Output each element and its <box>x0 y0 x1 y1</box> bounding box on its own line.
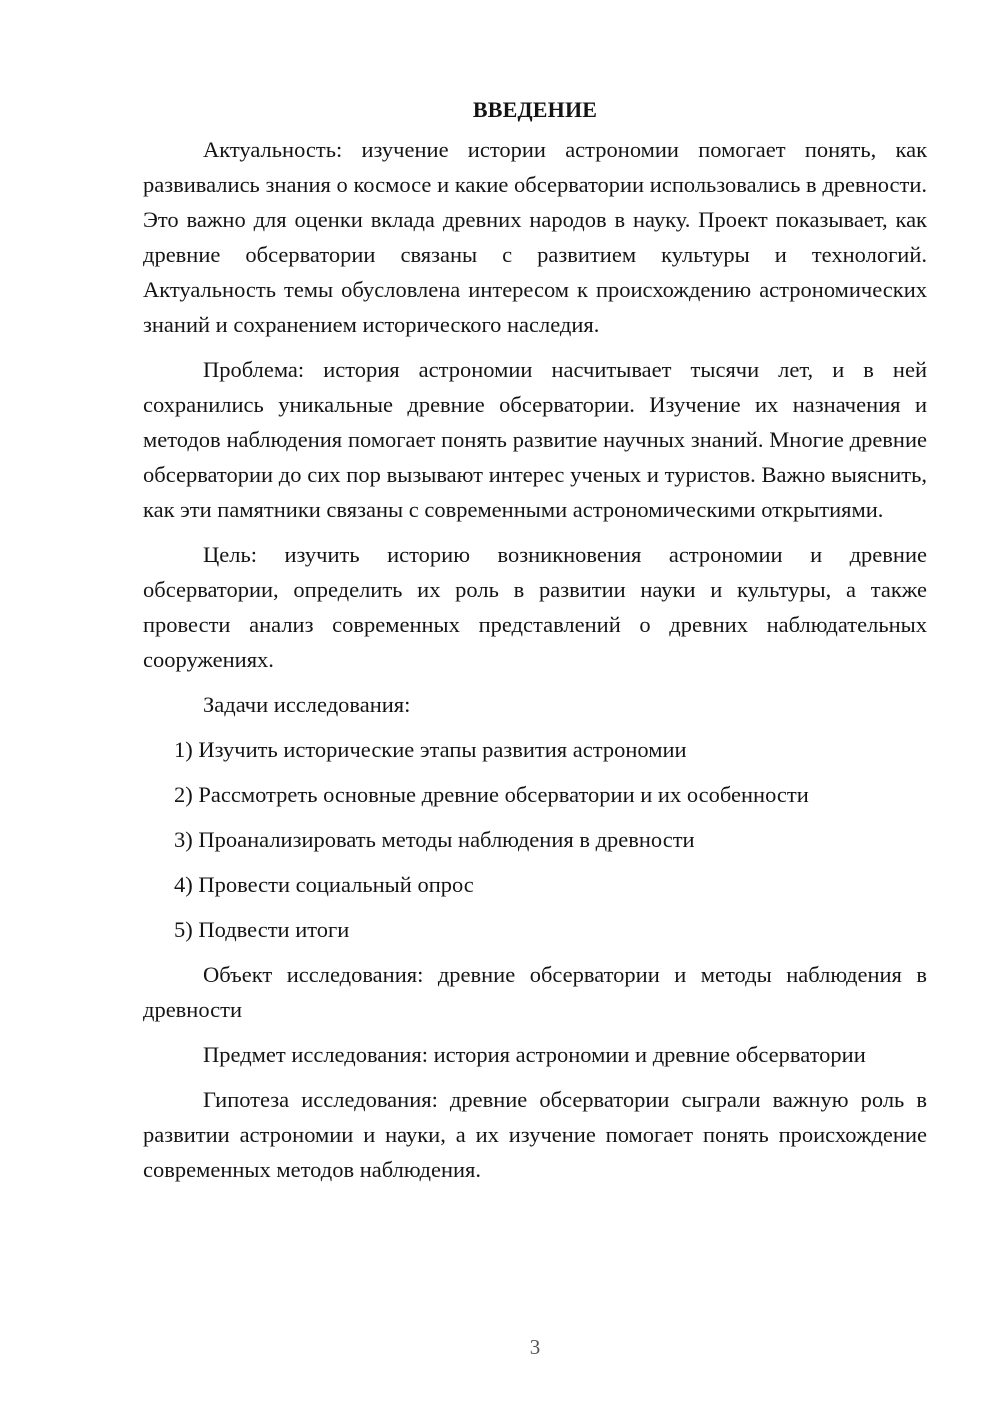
task-item-5: 5) Подвести итоги <box>174 917 350 942</box>
relevance-paragraph: Актуальность: изучение истории астрономии помогает понять, как развивались знания о космосе и какие обсерватории использовались в древности. Это важно для оценки вклада древних народов в науку. Проект показывает, как древние обсерватории связаны с развитием культуры и технологий. Актуальность темы обусловлена интересом к происхождению астрономических знаний и сохранением исторического наследия. <box>143 137 927 337</box>
task-item-4: 4) Провести социальный опрос <box>174 872 474 897</box>
goal-paragraph: Цель: изучить историю возникновения астрономии и древние обсерватории, определить их роль в развитии науки и культуры, а также провести анализ современных представлений о древних наблюдательных сооружениях. <box>143 542 927 672</box>
page-number: 3 <box>529 1335 541 1359</box>
hypothesis-paragraph: Гипотеза исследования: древние обсерватории сыграли важную роль в развитии астрономии и науки, а их изучение помогает понять происхождение современных методов наблюдения. <box>143 1087 927 1182</box>
task-item-3: 3) Проанализировать методы наблюдения в древности <box>174 827 695 852</box>
tasks-list <box>143 732 927 947</box>
subject-paragraph: Предмет исследования: история астрономии и древние обсерватории <box>203 1042 866 1067</box>
tasks-intro: Задачи исследования: <box>203 692 411 717</box>
task-item-1: 1) Изучить исторические этапы развития астрономии <box>174 737 687 762</box>
section-heading: ВВЕДЕНИЕ <box>472 97 598 122</box>
page-content <box>143 94 927 1197</box>
object-paragraph: Объект исследования: древние обсерватории и методы наблюдения в древности <box>143 962 927 1022</box>
task-item-2: 2) Рассмотреть основные древние обсерватории и их особенности <box>174 782 809 807</box>
problem-paragraph: Проблема: история астрономии насчитывает тысячи лет, и в ней сохранились уникальные древние обсерватории. Изучение их назначения и методов наблюдения помогает понять развитие научных знаний. Многие древние обсерватории до сих пор вызывают интерес ученых и туристов. Важно выяснить, как эти памятники связаны с современными астрономическими открытиями. <box>143 357 927 522</box>
